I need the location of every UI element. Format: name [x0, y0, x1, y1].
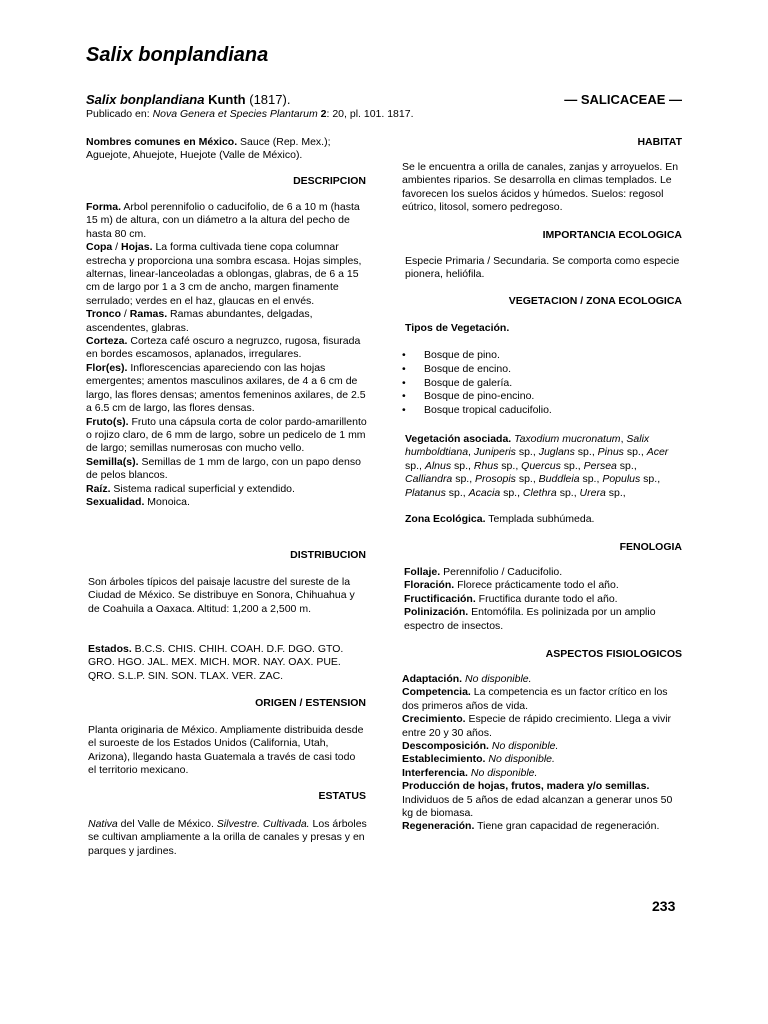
- competencia-text: La competencia es un factor crítico en los dos primeros años de vida.: [402, 686, 668, 712]
- forma-label: Forma.: [86, 201, 122, 213]
- tronco-label: Tronco: [86, 308, 122, 321]
- species-suffix: sp.,: [560, 459, 584, 472]
- species-genus: Pinus: [597, 446, 624, 459]
- forma-paragraph: [86, 201, 368, 241]
- section-title-estatus: ESTATUS: [318, 790, 366, 802]
- regeneracion-paragraph: [402, 820, 684, 833]
- descomposicion-text: No disponible.: [488, 740, 559, 753]
- publication-details: : 20, pl. 101. 1817.: [326, 108, 414, 120]
- raiz-label: Raíz.: [86, 482, 111, 495]
- species-header: [86, 92, 682, 107]
- follaje-text: Perennifolio / Caducifolio.: [440, 566, 563, 578]
- species-genus: Rhus: [473, 459, 499, 472]
- species-genus: Salix humboldtiana: [405, 433, 650, 459]
- asociada-label: Vegetación asociada.: [405, 433, 512, 445]
- fenologia-block: [404, 566, 684, 633]
- zona-paragraph: [405, 513, 685, 526]
- tronco-paragraph: [86, 308, 368, 335]
- descomposicion-label: Descomposición.: [402, 740, 489, 753]
- species-genus: Juglans: [538, 446, 575, 459]
- species-genus: Juniperis: [473, 446, 516, 459]
- habitat-block: [402, 161, 684, 215]
- section-title-descripcion: DESCRIPCION: [293, 175, 366, 187]
- competencia-paragraph: [402, 686, 684, 713]
- hojas-label: Hojas.: [121, 241, 153, 254]
- frutos-text: Fruto una cápsula corta de color pardo-amarillento o rojizo claro, de 6 mm de largo, sobre un pedicelo de 1 mm de largo; semillas numerosas con mucho vello.: [86, 415, 367, 455]
- species-name: Salix bonplandiana: [86, 92, 205, 107]
- semillas-paragraph: [86, 456, 368, 483]
- species-genus: Clethra: [522, 486, 557, 499]
- follaje-paragraph: [404, 566, 684, 579]
- zona-block: [405, 513, 685, 526]
- estados-paragraph: [88, 643, 366, 683]
- left-column: [86, 136, 368, 163]
- species-suffix: sp.,: [579, 473, 603, 486]
- fructificacion-text: Fructifica durante todo el año.: [475, 592, 618, 605]
- common-names-label: Nombres comunes en México.: [86, 136, 238, 148]
- section-title-importancia: IMPORTANCIA ECOLOGICA: [542, 229, 682, 241]
- tipos-vegetacion-label: Tipos de Vegetación.: [405, 322, 510, 334]
- section-title-distribucion: DISTRIBUCION: [290, 549, 366, 561]
- species-suffix: sp.,: [451, 459, 474, 472]
- publication-line: [86, 108, 413, 120]
- estatus-silvestre-cultivada: Silvestre. Cultivada.: [216, 818, 310, 830]
- zona-text: Templada subhúmeda.: [485, 513, 595, 525]
- tipos-vegetacion-list: [402, 349, 682, 418]
- estados-text: B.C.S. CHIS. CHIH. COAH. D.F. DGO. GTO. GRO. HGO. JAL. MEX. MICH. MOR. NAY. OAX. PUE. QRO. S.L.P. SIN. SON. TLAX. VER. ZAC.: [88, 643, 344, 682]
- species-genus: Urera: [579, 486, 606, 499]
- frutos-paragraph: [86, 416, 368, 456]
- follaje-label: Follaje.: [404, 566, 441, 578]
- species-suffix: sp.,: [498, 459, 522, 472]
- produccion-label: Producción de hojas, frutos, madera y/o semillas.: [402, 780, 650, 793]
- section-title-aspectos: ASPECTOS FISIOLOGICOS: [545, 648, 682, 660]
- floracion-paragraph: [404, 579, 684, 592]
- section-title-habitat: HABITAT: [637, 136, 682, 148]
- estatus-nativa: Nativa: [88, 818, 118, 830]
- page-number: 233: [652, 898, 676, 914]
- species-suffix: sp.,: [515, 446, 539, 459]
- interferencia-text: No disponible.: [467, 766, 538, 779]
- importancia-text: Especie Primaria / Secundaria. Se comporta como especie pionera, heliófila.: [405, 255, 680, 281]
- estatus-text-1: del Valle de México.: [117, 818, 217, 830]
- establecimiento-text: No disponible.: [485, 753, 555, 766]
- establecimiento-label: Establecimiento.: [402, 753, 486, 766]
- species-suffix: sp.,: [616, 459, 637, 472]
- floracion-label: Floración.: [404, 579, 455, 592]
- species-genus: Taxodium mucronatum: [514, 433, 621, 445]
- section-title-fenologia: FENOLOGIA: [619, 541, 682, 553]
- estatus-text-2: Los árboles se cultivan ampliamente a la orilla de canales y presas y en parques y jardines.: [88, 818, 367, 857]
- crecimiento-label: Crecimiento.: [402, 713, 466, 726]
- raiz-paragraph: [86, 483, 368, 496]
- publication-label: Publicado en:: [86, 108, 153, 120]
- semillas-label: Semilla(s).: [86, 455, 139, 468]
- copa-paragraph: [86, 241, 368, 308]
- aspectos-block: [402, 673, 684, 834]
- species-suffix: sp.,: [500, 486, 523, 499]
- flores-text: Inflorescencias apareciendo con las hojas emergentes; amentos masculinos axilares, de 4 a 6 cm de largo, las flores densas; amentos femeninos axilares, de 2.5 a 6.5 cm de largo, las flores densas.: [86, 361, 366, 415]
- common-names-text: Sauce (Rep. Mex.); Aguejote, Ahuejote, Huejote (Valle de México).: [86, 136, 331, 162]
- tronco-separator: /: [121, 308, 130, 321]
- sexualidad-paragraph: [86, 496, 368, 509]
- family-name: — SALICACEAE —: [564, 92, 682, 107]
- regeneracion-label: Regeneración.: [402, 820, 475, 833]
- produccion-paragraph: [402, 780, 684, 820]
- species-genus: Calliandra: [405, 473, 453, 486]
- importancia-block: [405, 255, 683, 282]
- common-names: [86, 136, 368, 163]
- flores-paragraph: [86, 362, 368, 416]
- vegetation-type-item: • Bosque tropical caducifolio.: [402, 404, 682, 418]
- adaptacion-label: Adaptación.: [402, 673, 463, 685]
- species-suffix: sp.,: [623, 446, 647, 459]
- fructificacion-label: Fructificación.: [404, 592, 476, 605]
- species-suffix: sp.,: [405, 459, 425, 472]
- distribucion-block: [88, 576, 366, 616]
- vegetation-type-item: • Bosque de galería.: [402, 377, 682, 391]
- species-suffix: ,: [620, 433, 627, 445]
- page-title: Salix bonplandiana: [86, 44, 269, 66]
- corteza-paragraph: [86, 335, 368, 362]
- species-suffix: sp.,: [605, 486, 626, 499]
- species-genus: Quercus: [521, 459, 561, 472]
- publication-work: Nova Genera et Species Plantarum: [152, 108, 318, 120]
- sexualidad-label: Sexualidad.: [86, 495, 145, 508]
- estatus-block: [88, 818, 368, 858]
- species-suffix: sp.,: [445, 486, 469, 499]
- tipos-label: [405, 322, 683, 335]
- regeneracion-text: Tiene gran capacidad de regeneración.: [474, 820, 660, 833]
- polinizacion-paragraph: [404, 606, 684, 633]
- species-suffix: sp.,: [515, 473, 539, 486]
- zona-label: Zona Ecológica.: [405, 513, 486, 525]
- vegetation-type-item: • Bosque de encino.: [402, 363, 682, 377]
- species-genus: Acer: [646, 446, 669, 459]
- copa-separator: /: [112, 241, 122, 254]
- estados-block: [88, 643, 366, 683]
- section-title-origen: ORIGEN / ESTENSION: [255, 697, 366, 709]
- species-genus: Acacia: [468, 486, 501, 499]
- vegetation-type-item: • Bosque de pino.: [402, 349, 682, 363]
- competencia-label: Competencia.: [402, 686, 471, 699]
- asociada-paragraph: [405, 433, 685, 500]
- adaptacion-text: No disponible.: [462, 673, 532, 685]
- species-genus: Platanus: [405, 486, 446, 499]
- origen-text: Planta originaria de México. Ampliamente distribuida desde el suroeste de los Estados Unidos (California, Utah, Arizona), llegando hasta Guatemala a través de casi todo el territorio mexicano.: [88, 724, 364, 777]
- produccion-text: Individuos de 5 años de edad alcanzan a generar unos 50 kg de biomasa.: [402, 793, 673, 820]
- section-title-vegetacion: VEGETACION / ZONA ECOLOGICA: [508, 295, 682, 307]
- flores-label: Flor(es).: [86, 361, 128, 374]
- descripcion-block: [86, 201, 368, 509]
- species-suffix: sp.,: [556, 486, 580, 499]
- species-genus: Persea: [583, 459, 617, 472]
- floracion-text: Florece prácticamente todo el año.: [454, 579, 619, 592]
- semillas-text: Semillas de 1 mm de largo, con un papo denso de pelos blancos.: [86, 455, 361, 482]
- corteza-label: Corteza.: [86, 335, 128, 348]
- polinizacion-text: Entomófila. Es polinizada por un amplio espectro de insectos.: [404, 606, 656, 632]
- descomposicion-paragraph: [402, 740, 684, 753]
- tronco-text: Ramas abundantes, delgadas, ascendentes, glabras.: [86, 308, 313, 334]
- distribucion-text: Son árboles típicos del paisaje lacustre del sureste de la Ciudad de México. Se distribuye en Sonora, Chihuahua y de Coahuila a Oaxaca. Altitud: 1,200 a 2,500 m.: [88, 576, 355, 615]
- species-year: (1817).: [245, 92, 291, 107]
- asociada-block: [405, 433, 685, 500]
- species-suffix: sp.,: [640, 473, 661, 486]
- interferencia-label: Interferencia.: [402, 766, 468, 779]
- polinizacion-label: Polinización.: [404, 606, 469, 619]
- vegetation-type-item: • Bosque de pino-encino.: [402, 390, 682, 404]
- crecimiento-paragraph: [402, 713, 684, 740]
- species-genus: Buddleia: [538, 473, 580, 486]
- interferencia-paragraph: [402, 767, 684, 780]
- corteza-text: Corteza café oscuro a negruzco, rugosa, fisurada en bordes escamosos, aplanados, irregulares.: [86, 335, 361, 361]
- crecimiento-text: Especie de rápido crecimiento. Llega a vivir entre 20 y 30 años.: [402, 713, 672, 739]
- species-genus: Alnus: [424, 459, 452, 472]
- copa-text: La forma cultivada tiene copa columnar estrecha y proporciona una sombra escasa. Hojas simples, alternas, linear-lanceoladas a oblongas, glabras, de 6 a 15 cm de largo por 1 a 3 cm de ancho, margen finamente serrulado; verdes en el haz, glaucas en el envés.: [86, 241, 362, 307]
- species-author: Kunth: [204, 92, 246, 107]
- forma-text: Arbol perennifolio o caducifolio, de 6 a 10 m (hasta 15 m) de altura, con un diámetro a la altura del pecho de hasta 80 cm.: [86, 201, 360, 240]
- origen-block: [88, 724, 366, 778]
- adaptacion-paragraph: [402, 673, 684, 686]
- frutos-label: Fruto(s).: [86, 415, 129, 428]
- estados-label: Estados.: [88, 643, 132, 655]
- species-genus: Populus: [602, 473, 641, 486]
- species-suffix: sp.,: [452, 473, 476, 486]
- copa-label: Copa: [86, 241, 113, 254]
- raiz-text: Sistema radical superficial y extendido.: [110, 482, 295, 495]
- fructificacion-paragraph: [404, 593, 684, 606]
- species-genus: Prosopis: [475, 473, 516, 486]
- habitat-text: Se le encuentra a orilla de canales, zanjas y arroyuelos. En ambientes riparios. Se desarrolla en climas templados. Le favorecen los suelos ácidos y húmedos. Suelos: regosol eútrico, litosol, somero pedregoso.: [402, 161, 679, 214]
- species-suffix: sp.,: [574, 446, 598, 459]
- species-suffix: ,: [468, 446, 474, 459]
- estatus-paragraph: [88, 818, 368, 858]
- establecimiento-paragraph: [402, 753, 684, 766]
- publication-volume: 2: [317, 108, 327, 120]
- ramas-label: Ramas.: [129, 308, 168, 321]
- sexualidad-text: Monoica.: [144, 495, 190, 508]
